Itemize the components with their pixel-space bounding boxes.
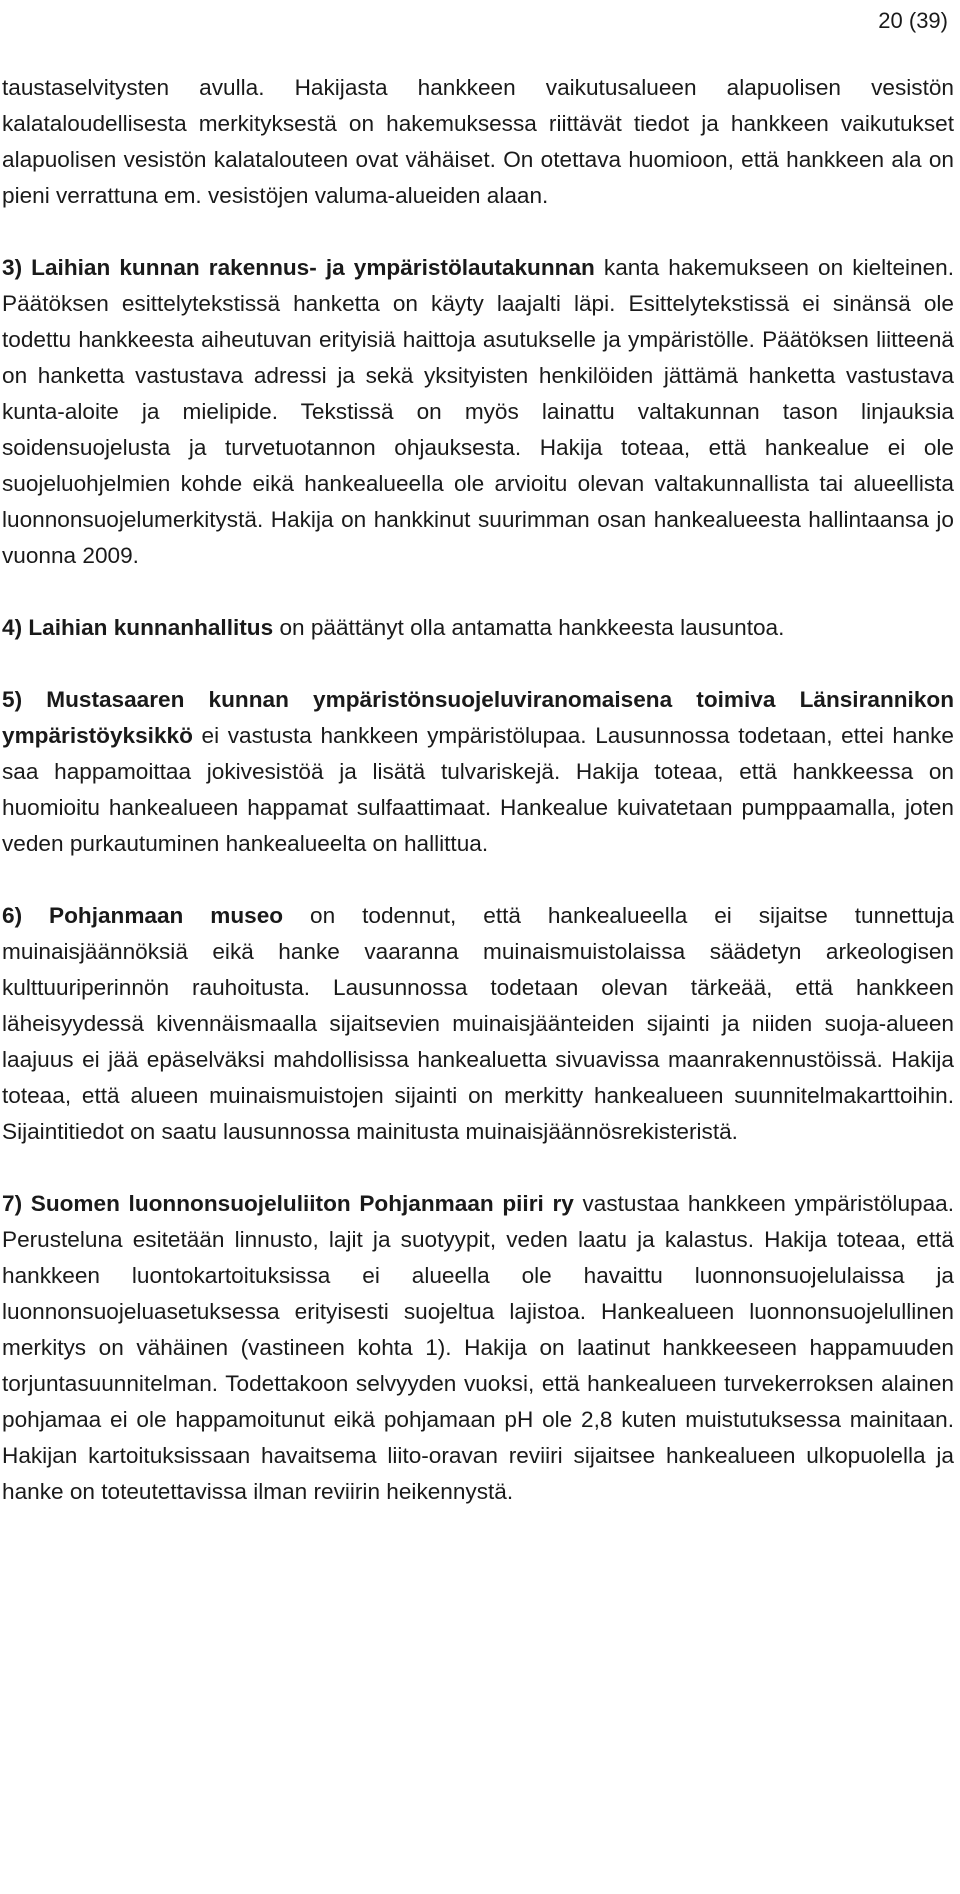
paragraph-item-5-text: ei vastusta hankkeen ympäristölupaa. Lausunnossa todetaan, ettei hanke saa happamoittaa jokivesistöä ja lisätä tulvariskejä. Hakija toteaa, että hankkeessa on huomioitu hankealueen happamat sulfaattimaat. Hankealue kuivatetaan pumppaamalla, joten veden purkautuminen hankealueelta on hallittua.	[2, 723, 954, 856]
paragraph-item-4-text: on päättänyt olla antamatta hankkeesta lausuntoa.	[273, 615, 785, 640]
paragraph-item-6-text: on todennut, että hankealueella ei sijaitse tunnettuja muinaisjäännöksiä eikä hanke vaaranna muinaismuistolaissa säädetyn arkeologisen kulttuuriperinnön rauhoitusta. Lausunnossa todetaan olevan tärkeää, että hankkeen läheisyydessä kivennäismaalla sijaitsevien muinaisjäänteiden sijainti ja niiden suoja-alueen laajuus ei jää epäselväksi mahdollisissa hankealuetta sivuavissa maanrakennustöissä. Hakija toteaa, että alueen muinaismuistojen sijainti on merkitty hankealueen suunnitelmakarttoihin. Sijaintitiedot on saatu lausunnossa mainitusta muinaisjäännösrekisteristä.	[2, 903, 954, 1144]
paragraph-item-3-text: kanta hakemukseen on kielteinen. Päätöksen esittelytekstissä hanketta on käyty laajalti läpi. Esittelytekstissä ei sinänsä ole todettu hankkeesta aiheutuvan erityisiä haittoja asutukselle ja ympäristölle. Päätöksen liitteenä on hanketta vastustava adressi ja sekä yksityisten henkilöiden jättämä hanketta vastustava kunta-aloite ja mielipide. Tekstissä on myös lainattu valtakunnan tason linjauksia soidensuojelusta ja turvetuotannon ohjauksesta. Hakija toteaa, että hankealue ei ole suojeluohjelmien kohde eikä hankealueella ole arvioitu olevan valtakunnallista tai alueellista luonnonsuojelumerkitystä. Hakija on hankkinut suurimman osan hankealueesta hallintaansa jo vuonna 2009.	[2, 255, 955, 568]
paragraph-item-6	[2, 898, 954, 1150]
document-body	[2, 70, 954, 1546]
page-number: 20 (39)	[878, 8, 948, 33]
paragraph-item-3	[2, 250, 954, 574]
paragraph-item-7	[2, 1186, 954, 1510]
paragraph-intro	[2, 70, 954, 214]
paragraph-item-3-heading: 3) Laihian kunnan rakennus- ja ympäristölautakunnan	[2, 255, 595, 280]
paragraph-item-4	[2, 610, 954, 646]
paragraph-item-7-text: vastustaa hankkeen ympäristölupaa. Perusteluna esitetään linnusto, lajit ja suotyypit, veden laatu ja kalastus. Hakija toteaa, että hankkeen luontokartoituksissa ei alueella ole havaittu luonnonsuojelulaissa ja luonnonsuojeluasetuksessa erityisesti suojeltua lajistoa. Hankealueen luonnonsuojelullinen merkitys on vähäinen (vastineen kohta 1). Hakija on laatinut hankkeeseen happamuuden torjuntasuunnitelman. Todettakoon selvyyden vuoksi, että hankealueen turvekerroksen alainen pohjamaa ei ole happamoitunut eikä pohjamaan pH ole 2,8 kuten muistutuksessa mainitaan. Hakijan kartoituksissaan havaitsema liito-oravan reviiri sijaitsee hankealueen ulkopuolella ja hanke on toteutettavissa ilman reviirin heikennystä.	[2, 1191, 954, 1504]
paragraph-item-5-heading: 5) Mustasaaren kunnan ympäristönsuojeluviranomaisena toimiva Länsirannikon ympäristöyksikkö	[2, 687, 954, 748]
paragraph-item-7-heading: 7) Suomen luonnonsuojeluliiton Pohjanmaan piiri ry	[2, 1191, 574, 1216]
paragraph-item-6-heading: 6) Pohjanmaan museo	[2, 903, 284, 928]
paragraph-item-4-heading: 4) Laihian kunnanhallitus	[2, 615, 274, 640]
paragraph-intro-text: taustaselvitysten avulla. Hakijasta hankkeen vaikutusalueen alapuolisen vesistön kalataloudellisesta merkityksestä on hakemuksessa riittävät tiedot ja hankkeen vaikutukset alapuolisen vesistön kalatalouteen ovat vähäiset. On otettava huomioon, että hankkeen ala on pieni verrattuna em. vesistöjen valuma-alueiden alaan.	[2, 75, 954, 208]
paragraph-item-5	[2, 682, 954, 862]
